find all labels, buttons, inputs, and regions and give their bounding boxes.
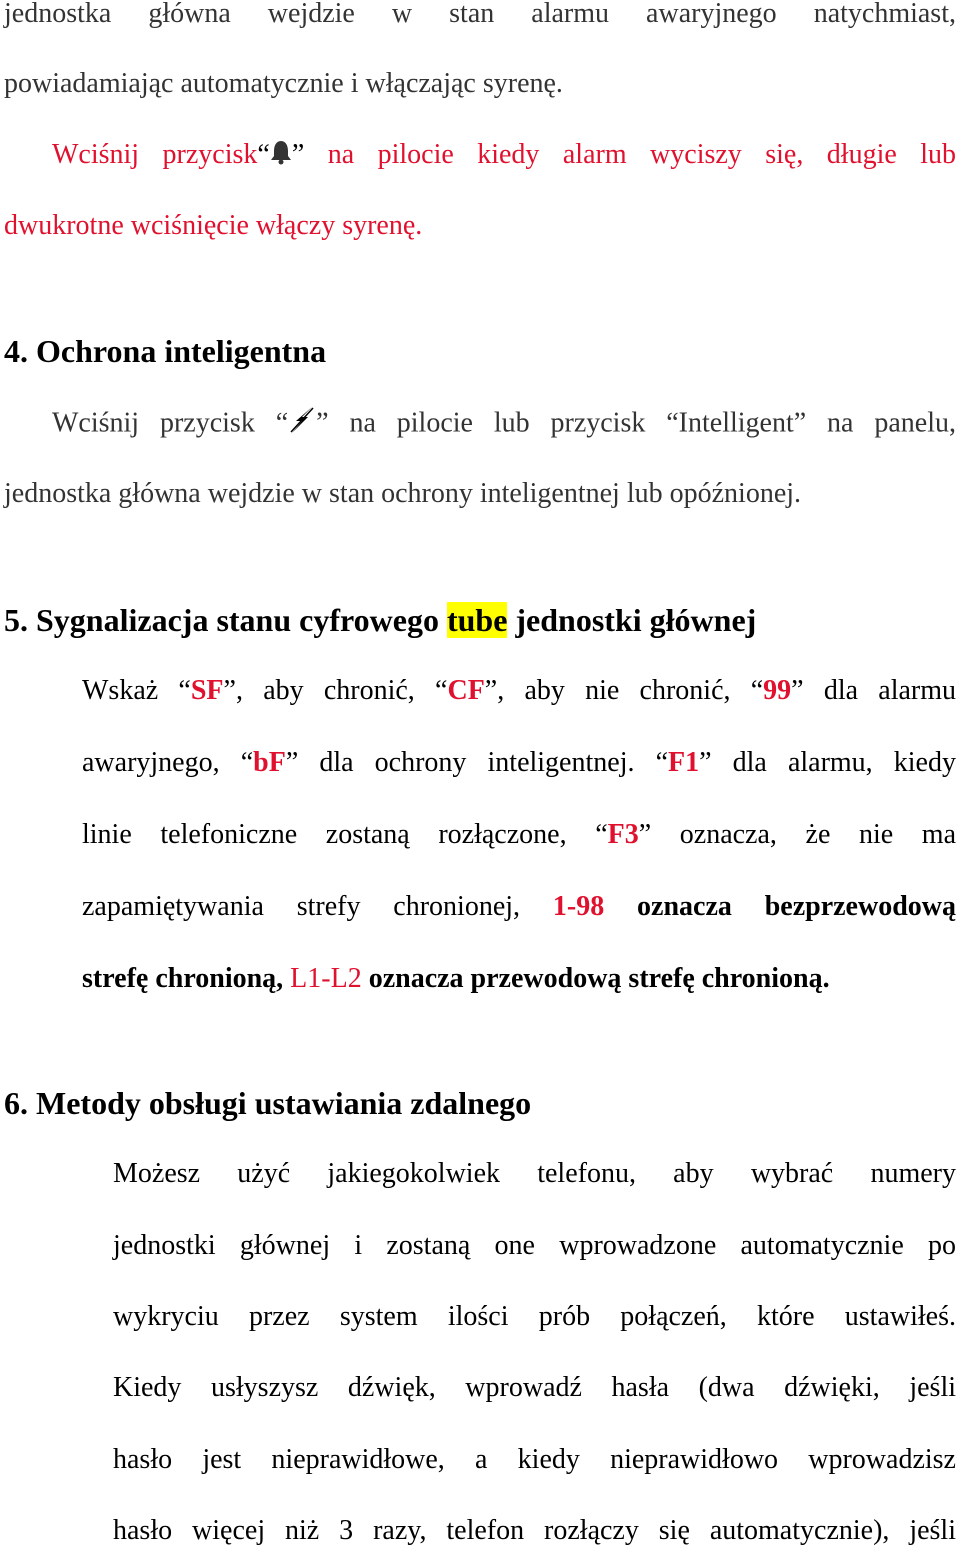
paragraph-line [82,673,956,709]
text-fragment: Wskaż “ [82,675,191,706]
bold-text: oznacza bezprzewodową [604,891,956,922]
text-fragment: ” dla ochrony inteligentnej. “ [285,747,668,778]
text-fragment: awaryjnego, “ [82,747,254,778]
code-cf: CF [447,675,485,706]
text-fragment: linie telefoniczne zostaną rozłączone, “ [82,819,608,850]
paragraph-line [82,745,956,781]
paragraph-line: Kiedy usłyszysz dźwięk, wprowadź hasła (dwa dźwięki, jeśli [113,1372,956,1403]
open-quote: “ [257,139,270,170]
text-fragment: 5. Sygnalizacja stanu cyfrowego [4,602,447,638]
paragraph-line: hasło więcej niż 3 razy, telefon rozłączy się automatycznie), jeśli [113,1515,956,1546]
text-fragment: ”, aby nie chronić, “ [484,675,764,706]
code-bf: bF [253,747,286,778]
paragraph-line: hasło jest nieprawidłowe, a kiedy nieprawidłowo wprowadzisz [113,1444,956,1475]
red-text: na pilocie kiedy alarm wyciszy się, długie lub [304,139,956,170]
bold-text: strefę chronioną, [82,963,291,994]
text-fragment: ” na pilocie lub przycisk “Intelligent” na panelu, [316,407,956,439]
code-99: 99 [763,675,792,706]
paragraph-line: jednostka główna wejdzie w stan ochrony inteligentnej lub opóźnionej. [4,478,802,509]
paragraph-line [52,405,956,441]
text-fragment: ”, aby chronić, “ [223,675,448,706]
code-sf: SF [190,675,224,706]
section-heading: 6. Metody obsługi ustawiania zdalnego [4,1085,532,1121]
code-range-wireless: 1-98 [552,891,605,922]
text-fragment: ” oznacza, że nie ma [638,819,956,850]
paragraph-line [82,961,956,997]
red-text: Wciśnij przycisk [52,139,258,170]
text-fragment: jednostki głównej [507,602,757,638]
text-fragment: Wciśnij przycisk “ [52,407,289,439]
paragraph-line: Możesz użyć jakiegokolwiek telefonu, aby wybrać numery [113,1158,956,1189]
text-fragment: ” dla alarmu, kiedy [699,747,956,778]
code-range-wired: L1-L2 [290,963,362,994]
section-heading: 4. Ochrona inteligentna [4,333,327,369]
highlighted-word: tube [446,602,508,638]
paragraph-line [82,817,956,853]
lightning-icon [288,405,316,445]
paragraph-line: jednostka główna wejdzie w stan alarmu awaryjnego natychmiast, [4,0,956,29]
code-f3: F3 [607,819,639,850]
code-f1: F1 [668,747,700,778]
bell-icon [270,139,292,175]
paragraph-line: wykryciu przez system ilości prób połączeń, które ustawiłeś. [113,1301,956,1332]
close-quote: ” [291,139,305,170]
text-fragment: zapamiętywania strefy chronionej, [82,891,553,922]
paragraph-line: jednostki głównej i zostaną one wprowadzone automatycznie po [113,1230,956,1261]
section-heading [4,600,956,640]
paragraph-line: powiadamiając automatycznie i włączając syrenę. [4,68,563,99]
paragraph-line: dwukrotne wciśnięcie włączy syrenę. [4,210,423,241]
paragraph-line [82,889,956,925]
paragraph-line [52,137,956,173]
text-fragment: ” dla alarmu [791,675,957,706]
bold-text: oznacza przewodową strefę chronioną. [361,963,830,994]
